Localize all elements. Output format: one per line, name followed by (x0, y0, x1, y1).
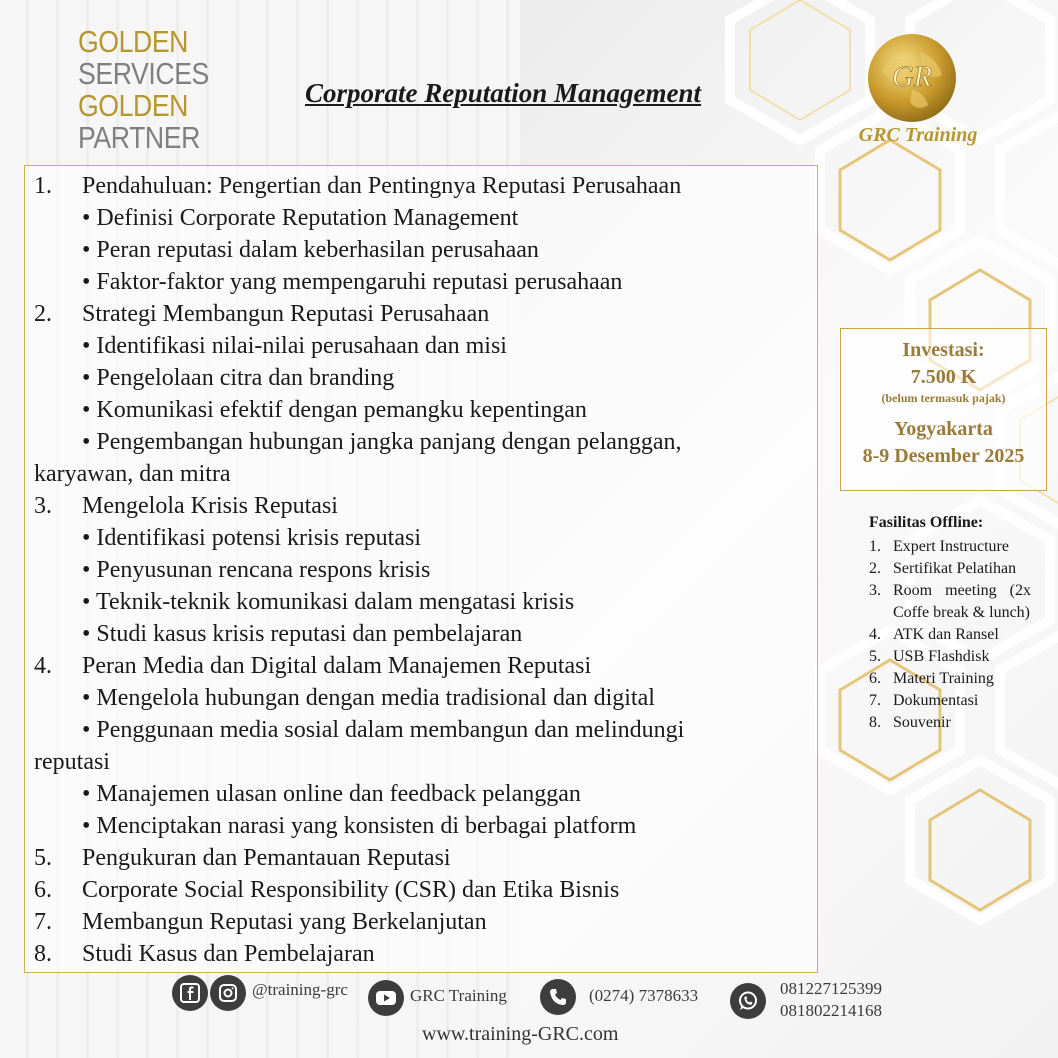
outline-item (34, 842, 814, 874)
facility-number: 4. (869, 626, 881, 643)
facility-item (869, 624, 1031, 646)
outline-subitem: • Studi kasus krisis reputasi dan pembelajaran (82, 621, 523, 647)
facility-item (869, 536, 1031, 558)
svg-text:GR: GR (892, 60, 932, 93)
facility-item (869, 668, 1031, 690)
outline-subitem: • Identifikasi potensi krisis reputasi (82, 525, 422, 551)
facility-text: Expert Instructure (893, 538, 1009, 555)
instagram-icon[interactable] (210, 975, 246, 1011)
page-title: Corporate Reputation Management (305, 78, 702, 108)
outline-item (34, 298, 814, 330)
outline-subitem: reputasi (34, 749, 110, 775)
facility-number: 6. (869, 670, 881, 687)
facility-text: Materi Training (893, 670, 994, 687)
whatsapp-number-2[interactable]: 081802214168 (780, 1001, 882, 1020)
facilities-list (869, 536, 1031, 734)
invest-heading: Investasi: (902, 339, 985, 361)
outline-item-title: Strategi Membangun Reputasi Perusahaan (82, 301, 490, 327)
footer (0, 975, 1058, 1058)
outline-subitem: • Penggunaan media sosial dalam membangun dan melindungi (82, 717, 685, 743)
facility-text: Sertifikat Pelatihan (893, 560, 1017, 577)
outline-item (34, 874, 814, 906)
outline-subitem: • Definisi Corporate Reputation Management (82, 205, 519, 231)
outline-item-title: Pengukuran dan Pemantauan Reputasi (82, 845, 451, 871)
outline-subitem: • Mengelola hubungan dengan media tradisional dan digital (82, 685, 655, 711)
facility-item (869, 580, 1031, 624)
outline-item-number: 5. (34, 845, 52, 871)
invest-city: Yogyakarta (894, 418, 993, 440)
facility-number: 2. (869, 560, 881, 577)
outline-item-number: 6. (34, 877, 52, 903)
outline-item-title: Membangun Reputasi yang Berkelanjutan (82, 909, 487, 935)
facility-text: Souvenir (893, 714, 951, 731)
outline-item-title: Mengelola Krisis Reputasi (82, 493, 338, 519)
outline-subitem: • Teknik-teknik komunikasi dalam mengatasi krisis (82, 589, 575, 615)
phone-number[interactable]: (0274) 7378633 (589, 986, 699, 1005)
invest-price: 7.500 K (910, 366, 977, 388)
facility-item (869, 690, 1031, 712)
youtube-channel[interactable]: GRC Training (410, 986, 507, 1005)
outline-item-title: Corporate Social Responsibility (CSR) dan Etika Bisnis (82, 877, 620, 903)
outline-subitem: • Pengelolaan citra dan branding (82, 365, 395, 391)
investment-box (840, 328, 1047, 491)
facility-number: 1. (869, 538, 881, 555)
invest-date: 8-9 Desember 2025 (862, 445, 1025, 467)
facilities-heading: Fasilitas Offline: (869, 514, 984, 531)
brand-line-4: PARTNER (78, 120, 200, 155)
outline-item-number: 2. (34, 301, 52, 327)
facebook-icon[interactable] (172, 975, 208, 1011)
outline-item-title: Studi Kasus dan Pembelajaran (82, 941, 375, 967)
social-handle[interactable]: @training-grc (252, 980, 348, 999)
facility-item (869, 646, 1031, 668)
outline-item (34, 650, 814, 682)
brand-line-3: GOLDEN (78, 88, 189, 123)
outline-item (34, 170, 814, 202)
website-link[interactable]: www.training-GRC.com (422, 1023, 619, 1045)
facilities-section (869, 514, 1031, 734)
outline-list (34, 170, 814, 970)
outline-subitem: • Pengembangan hubungan jangka panjang dengan pelanggan, (82, 429, 682, 455)
outline-item-number: 1. (34, 173, 52, 199)
brand-line-1: GOLDEN (78, 24, 189, 59)
logo-text: GRC Training (858, 124, 978, 146)
facility-number: 8. (869, 714, 881, 731)
invest-tax-note: (belum termasuk pajak) (881, 391, 1006, 405)
phone-icon[interactable] (540, 979, 576, 1015)
outline-subitem: • Menciptakan narasi yang konsisten di berbagai platform (82, 813, 637, 839)
facility-number: 5. (869, 648, 881, 665)
brand-line-2: SERVICES (78, 56, 209, 91)
facility-text: USB Flashdisk (893, 648, 990, 665)
facility-text: Room meeting (2x Coffe break & lunch) (893, 582, 1031, 621)
outline-subitem: • Manajemen ulasan online dan feedback pelanggan (82, 781, 581, 807)
facility-text: Dokumentasi (893, 692, 979, 709)
outline-subitem: • Penyusunan rencana respons krisis (82, 557, 431, 583)
outline-item (34, 906, 814, 938)
outline-subitem: • Identifikasi nilai-nilai perusahaan dan misi (82, 333, 507, 359)
outline-subitem: • Komunikasi efektif dengan pemangku kepentingan (82, 397, 587, 423)
facility-text: ATK dan Ransel (893, 626, 999, 643)
grc-globe-logo-icon (862, 30, 962, 130)
facility-item (869, 712, 1031, 734)
facility-number: 3. (869, 582, 881, 599)
outline-item-number: 3. (34, 493, 52, 519)
facility-item (869, 558, 1031, 580)
youtube-icon[interactable] (368, 980, 404, 1016)
facility-number: 7. (869, 692, 881, 709)
brand-wordmark (78, 26, 218, 154)
outline-subitem: • Peran reputasi dalam keberhasilan perusahaan (82, 237, 539, 263)
outline-item-number: 8. (34, 941, 52, 967)
outline-item-title: Peran Media dan Digital dalam Manajemen Reputasi (82, 653, 592, 679)
outline-item (34, 490, 814, 522)
outline-subitem: karyawan, dan mitra (34, 461, 231, 487)
outline-item (34, 938, 814, 970)
outline-item-number: 4. (34, 653, 52, 679)
whatsapp-number-1[interactable]: 081227125399 (780, 979, 882, 998)
outline-item-title: Pendahuluan: Pengertian dan Pentingnya Reputasi Perusahaan (82, 173, 682, 199)
outline-subitem: • Faktor-faktor yang mempengaruhi reputasi perusahaan (82, 269, 623, 295)
whatsapp-icon[interactable] (730, 983, 766, 1019)
outline-item-number: 7. (34, 909, 52, 935)
